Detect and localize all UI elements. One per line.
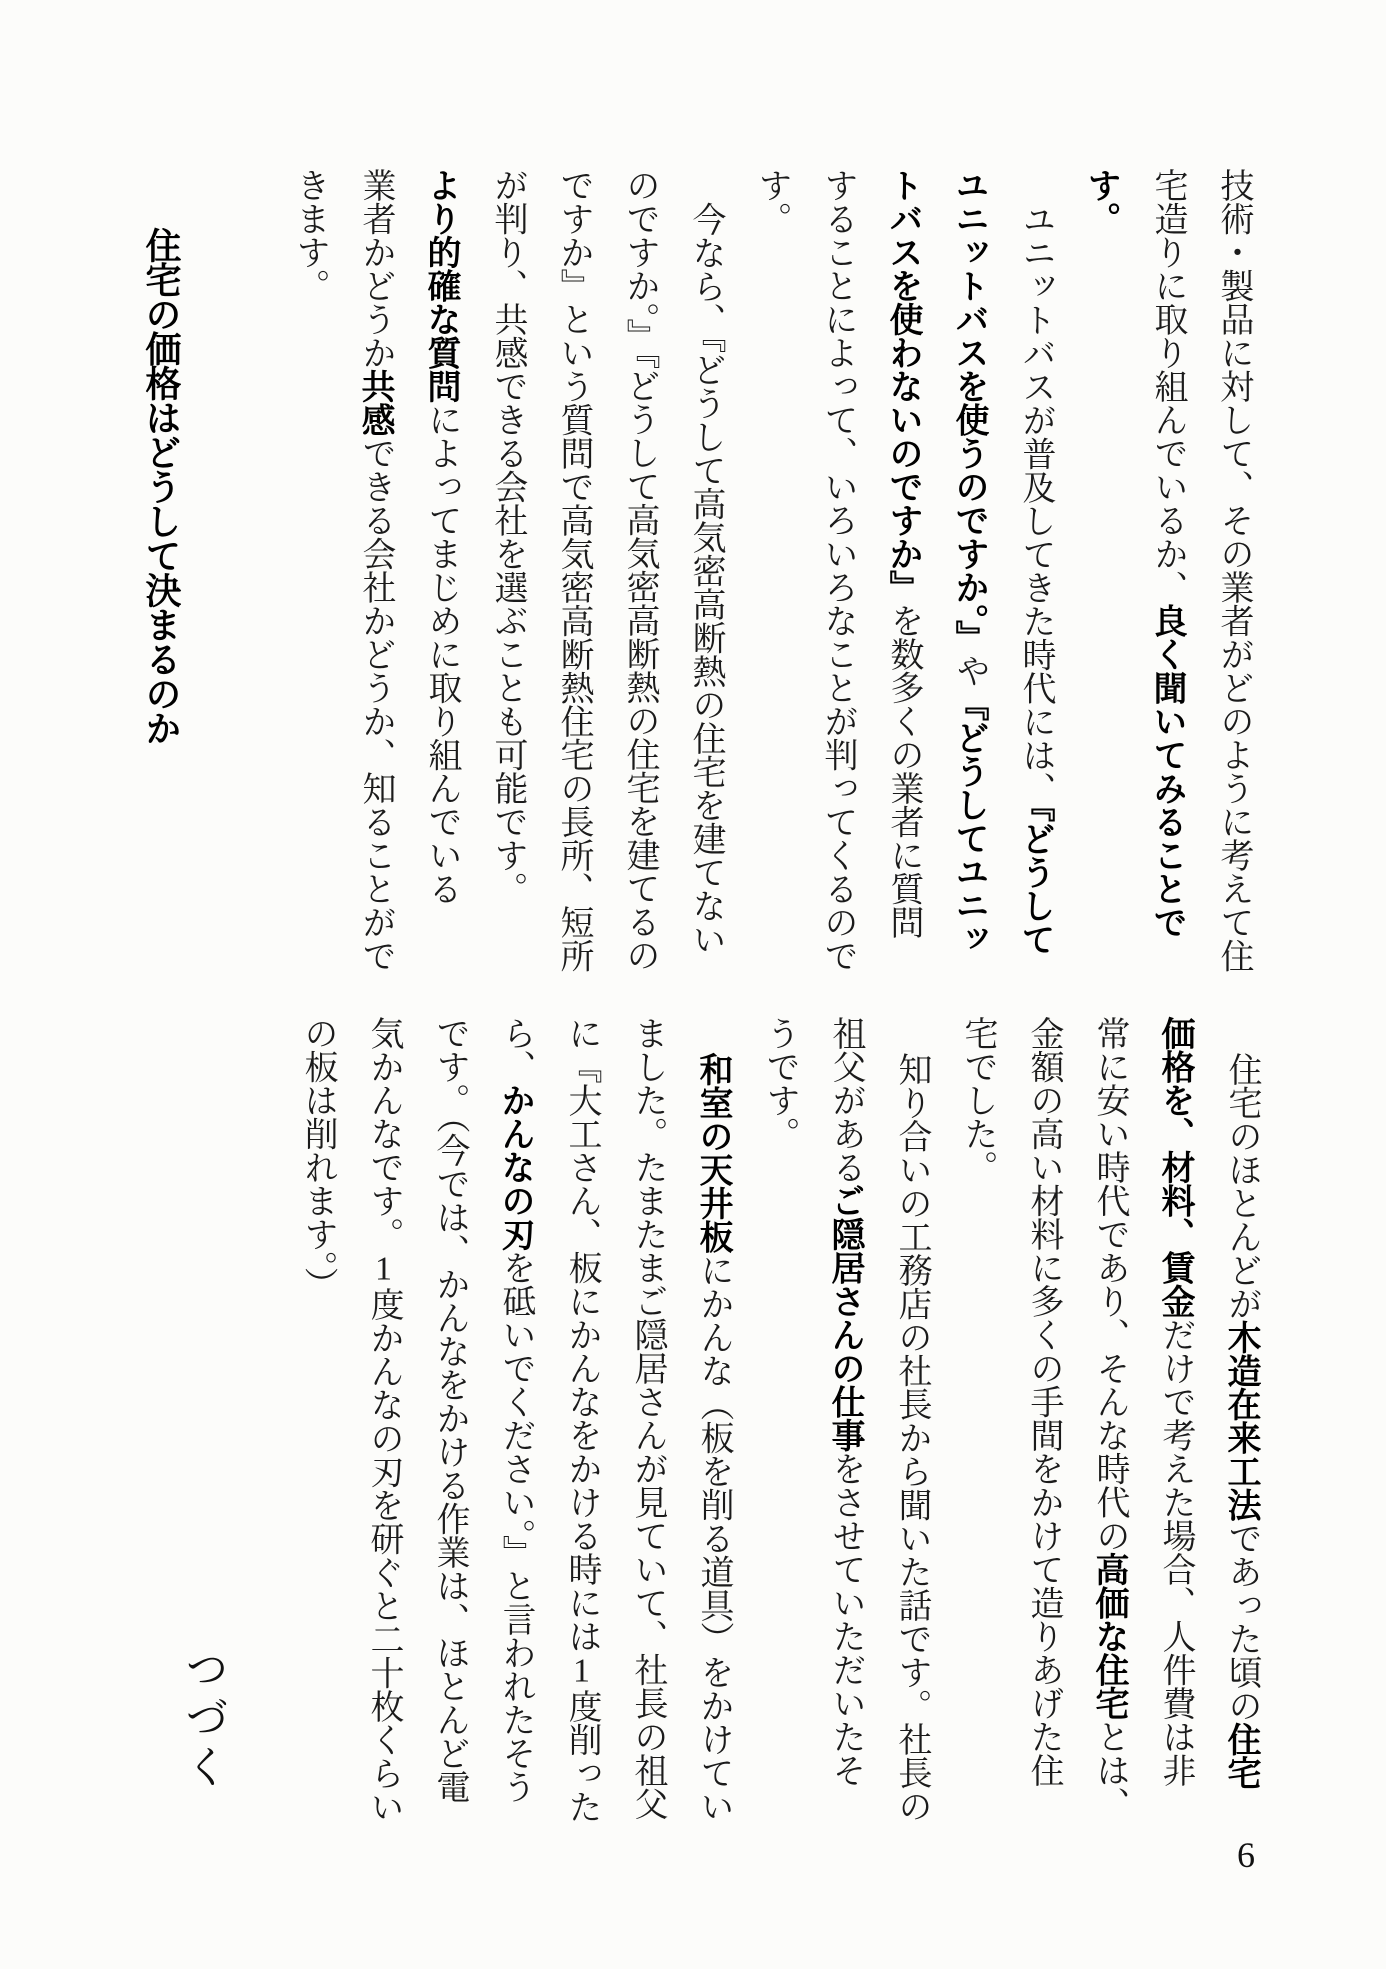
- text-column: [692, 1016, 734, 1823]
- text-column: [1146, 168, 1188, 939]
- text-column: [956, 1016, 998, 1184]
- text-column: [428, 1016, 470, 1803]
- text-run: ユニットバスが普及してきた時代には、: [1017, 202, 1054, 805]
- page-title: 住宅の価格はどうして決まるのか: [141, 227, 182, 745]
- text-column: [948, 168, 990, 955]
- text-column: [1154, 1016, 1196, 1787]
- text-column: [1080, 168, 1122, 235]
- emphasized-text-run: す。: [1082, 168, 1120, 235]
- text-column: [420, 168, 462, 905]
- text-run: であった頃の: [1223, 1521, 1260, 1722]
- emphasized-text-run: 住宅: [1222, 1722, 1260, 1789]
- text-run: の板は削れます。）: [299, 1016, 336, 1301]
- text-column: [1220, 1016, 1262, 1789]
- text-column: [486, 168, 528, 905]
- text-column: [882, 168, 924, 939]
- text-column: [750, 168, 792, 235]
- text-run: 気かんなです。1度かんなの刃を研ぐと二十枚くらい: [365, 1016, 402, 1823]
- text-column: [1014, 168, 1056, 956]
- text-column: [816, 168, 858, 972]
- text-run: 業者かどうか: [357, 168, 394, 369]
- text-run: が判り、共感できる会社を選ぶことも可能です。: [489, 168, 526, 905]
- text-run: きます。: [291, 168, 328, 302]
- text-column: [758, 1016, 800, 1150]
- text-run: ら、: [497, 1016, 534, 1083]
- text-column: [362, 1016, 404, 1823]
- text-run: や: [951, 653, 988, 687]
- text-run: 今なら、『どうして高気密高断熱の住宅を建てない: [687, 202, 724, 956]
- text-run: を砥いでください。』と言われたそう: [497, 1250, 534, 1803]
- text-run: 知り合いの工務店の社長から聞いた話です。社長の: [893, 1052, 930, 1823]
- emphasized-text-run: 高価な住宅: [1090, 1552, 1128, 1720]
- text-run: のですか。』『どうして高気密高断熱の住宅を建てるの: [621, 168, 658, 972]
- emphasized-text-run: ご隠居さんの仕事: [826, 1183, 864, 1452]
- text-run: できる会社かどうか、知ることがで: [357, 436, 394, 972]
- text-run: 祖父がある: [827, 1016, 864, 1184]
- text-run: 宅造りに取り組んでいるか、: [1149, 168, 1186, 604]
- text-run: 宅でした。: [959, 1016, 996, 1184]
- text-column: [890, 1016, 932, 1823]
- emphasized-text-run: 『どうしてユニッ: [950, 687, 988, 955]
- text-column: [1212, 168, 1254, 972]
- emphasized-text-run: 木造在来工法: [1222, 1320, 1260, 1521]
- emphasized-text-run: かんなの刃: [496, 1083, 534, 1251]
- text-run: とは、: [1091, 1719, 1128, 1820]
- text-run: ました。たまたまご隠居さんが見ていて、社長の祖父: [629, 1016, 666, 1820]
- text-run: にかんな（板を削る道具）をかけてい: [695, 1253, 732, 1823]
- text-run: に『大工さん、板にかんなをかける時には1度削った: [563, 1016, 600, 1823]
- text-column: [354, 168, 396, 972]
- text-run: によってまじめに取り組んでいる: [423, 402, 460, 905]
- text-column: [494, 1016, 536, 1803]
- text-run: 技術・製品に対して、その業者がどのように考えて住: [1215, 168, 1252, 972]
- emphasized-text-run: 和室の天井板: [694, 1052, 732, 1253]
- text-column: [560, 1016, 602, 1823]
- text-run: 住宅のほとんどが: [1223, 1052, 1260, 1320]
- text-run: することによって、いろいろなことが判ってくるので: [819, 168, 856, 972]
- page-number: 6: [1237, 1835, 1255, 1875]
- emphasized-text-run: トバスを使わないのですか』: [884, 168, 922, 604]
- text-run: だけで考えた場合、人件費は非: [1157, 1317, 1194, 1787]
- text-column: [1088, 1016, 1130, 1820]
- text-column: [626, 1016, 668, 1820]
- text-run: す。: [753, 168, 790, 235]
- text-column: [618, 168, 660, 972]
- text-run: うです。: [761, 1016, 798, 1150]
- emphasized-text-run: 良く聞いてみることで: [1148, 603, 1186, 939]
- emphasized-text-run: より的確な質問: [422, 168, 460, 403]
- emphasized-text-run: 『どうして: [1016, 805, 1054, 956]
- text-run: ですか』という質問で高気密高断熱住宅の長所、短所: [555, 168, 592, 972]
- text-run: をさせていただいたそ: [827, 1451, 864, 1787]
- text-column: [1022, 1016, 1064, 1787]
- text-column: [824, 1016, 866, 1787]
- continued-marker: つづく: [178, 1646, 227, 1793]
- emphasized-text-run: 価格を、材料、賃金: [1156, 1016, 1194, 1318]
- text-run: を数多くの業者に質問: [885, 603, 922, 939]
- emphasized-text-run: 共感: [356, 369, 394, 436]
- text-column: [296, 1016, 338, 1301]
- text-column: [288, 168, 330, 302]
- text-column: [552, 168, 594, 972]
- text-run: です。（今では、かんなをかける作業は、ほとんど電: [431, 1016, 468, 1803]
- text-column: [684, 168, 726, 956]
- text-run: 常に安い時代であり、そんな時代の: [1091, 1016, 1128, 1552]
- text-run: 金額の高い材料に多くの手間をかけて造りあげた住: [1025, 1016, 1062, 1787]
- emphasized-text-run: ユニットバスを使うのですか。』: [950, 168, 988, 654]
